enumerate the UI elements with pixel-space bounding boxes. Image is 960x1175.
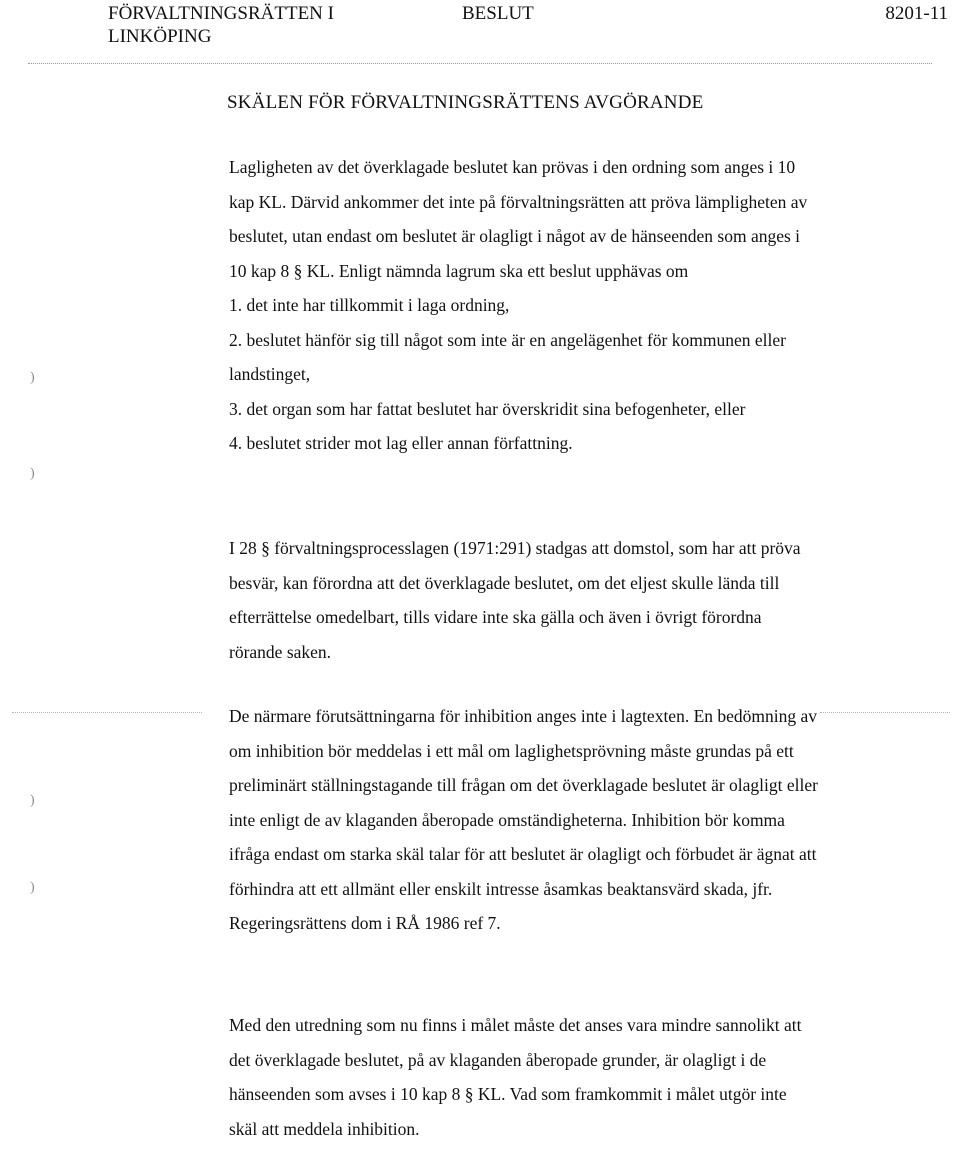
margin-dash-right	[820, 712, 950, 713]
paragraph-fpl-28: I 28 § förvaltningsprocesslagen (1971:291) stadgas att domstol, som har att pröva besvär, kan förordna att det överklagade beslutet, om det eljest skulle lända till efterrättelse omedelbart, tills vidare inte ska gälla och även i övrigt förordna rörande saken.	[229, 538, 801, 662]
paragraph-conclusion: Med den utredning som nu finns i målet måste det anses vara mindre sannolikt att det överklagade beslutet, på av klaganden åberopade grunder, är olagligt i de hänseenden som avses i 10 kap 8 § KL. Vad som framkommit i målet utgör inte skäl att meddela inhibition.	[229, 1015, 802, 1139]
paragraph-legality-intro: Lagligheten av det överklagade beslutet kan prövas i den ordning som anges i 10 kap KL. Därvid ankommer det inte på förvaltningsrätten att pröva lämpligheten av beslutet, utan endast om beslutet är olagligt i något av de hänseenden som anges i 10 kap 8 § KL. Enligt nämnda lagrum ska ett beslut upphävas om	[229, 157, 808, 281]
header-divider	[28, 63, 932, 64]
margin-mark: )	[30, 466, 35, 481]
margin-mark: )	[30, 793, 35, 808]
section-title: SKÄLEN FÖR FÖRVALTNINGSRÄTTENS AVGÖRANDE	[227, 92, 704, 113]
margin-dash-left	[12, 712, 202, 713]
case-number: 8201-11	[885, 3, 948, 24]
list-item: 4. beslutet strider mot lag eller annan författning.	[229, 433, 573, 453]
list-item: 1. det inte har tillkommit i laga ordning,	[229, 295, 510, 315]
list-item: 2. beslutet hänför sig till något som inte är en angelägenhet för kommunen eller landstinget,	[229, 329, 786, 384]
list-item: 3. det organ som har fattat beslutet har överskridit sina befogenheter, eller	[229, 398, 746, 419]
margin-mark: )	[30, 370, 35, 385]
court-name: FÖRVALTNINGSRÄTTEN I LINKÖPING	[108, 3, 334, 47]
paragraph-legality	[229, 150, 819, 461]
paragraph-inhibition: De närmare förutsättningarna för inhibition anges inte i lagtexten. En bedömning av om inhibition bör meddelas i ett mål om laglighetsprövning måste grundas på ett preliminärt ställningstagande till frågan om det överklagade beslutet är olagligt eller inte enligt de av klaganden åberopade omständigheterna. Inhibition bör komma ifråga endast om starka skäl talar för att beslutet är olagligt och förbudet är ägnat att förhindra att ett allmänt eller enskilt intresse åsamkas beaktansvärd skada, jfr. Regeringsrättens dom i RÅ 1986 ref 7.	[229, 706, 818, 933]
document-type: BESLUT	[462, 3, 534, 24]
margin-mark: )	[30, 880, 35, 895]
